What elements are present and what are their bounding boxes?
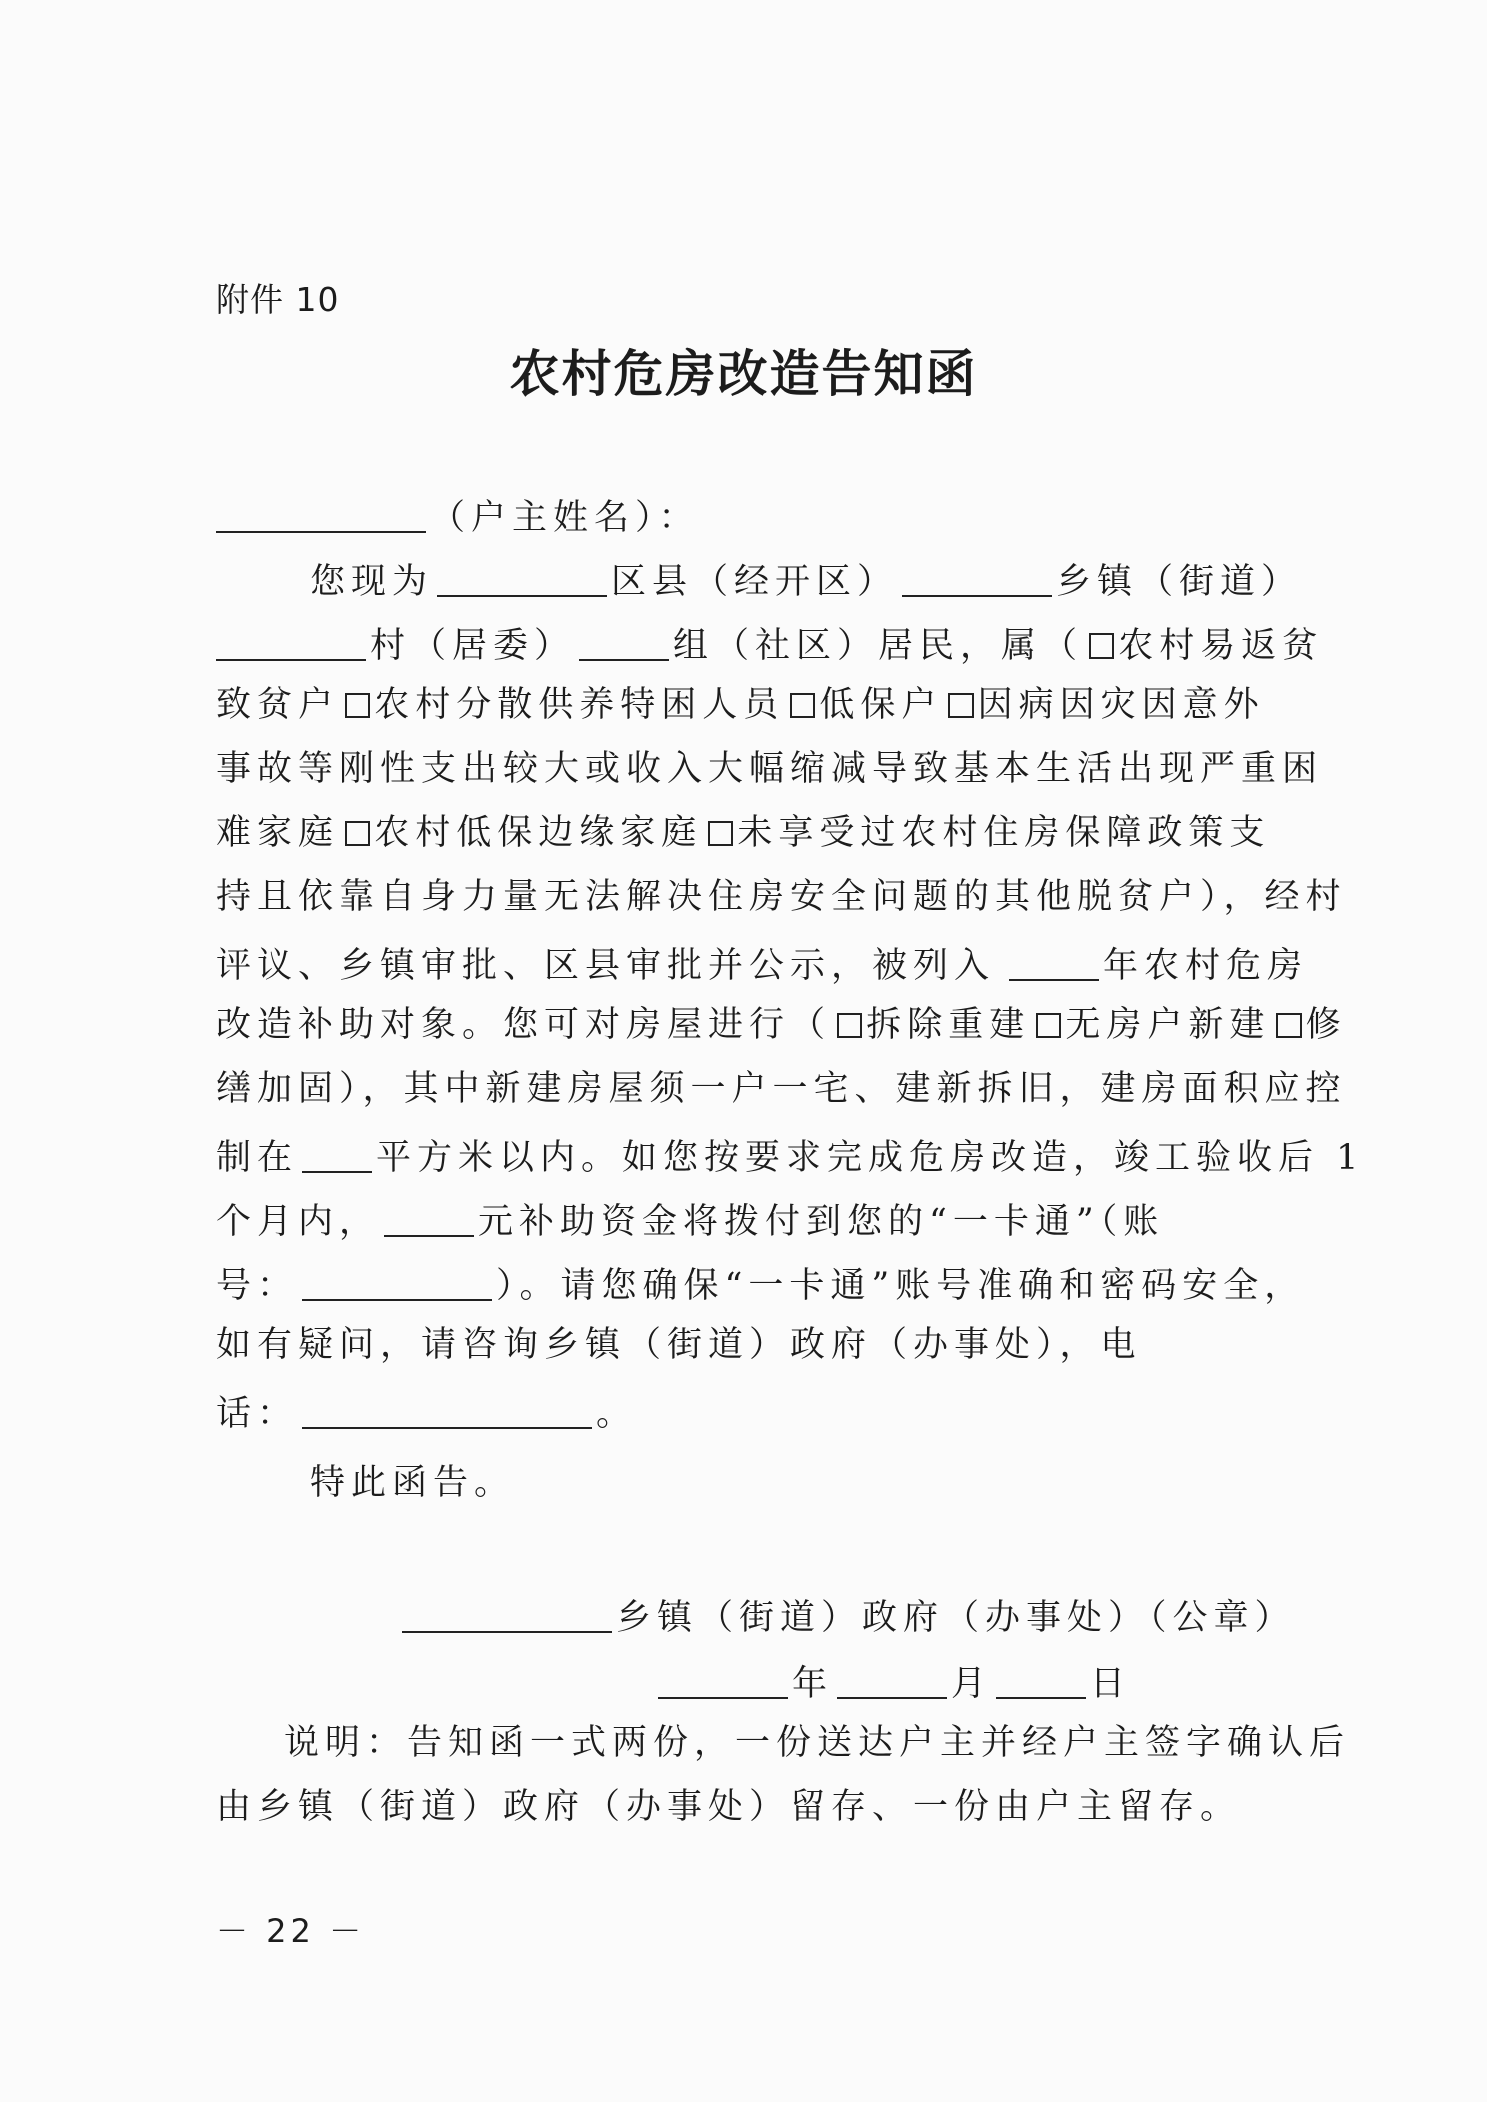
day-label: 日	[1090, 1663, 1132, 1704]
body-line-10	[216, 1136, 1364, 1176]
householder-name-blank[interactable]	[216, 496, 426, 533]
body-text: 低保户	[819, 685, 943, 725]
note-line-1: 说明：告知函一式两份，一份送达户主并经户主签字确认后	[284, 1723, 1351, 1763]
checkbox-rural-poverty-risk[interactable]	[1089, 633, 1114, 658]
body-text: 致贫户	[216, 685, 340, 725]
body-line-3	[216, 685, 1265, 725]
body-line-6: 持且依靠自身力量无法解决住房安全问题的其他脱贫户），经村	[216, 877, 1347, 917]
body-text: 未享受过农村住房保障政策支	[737, 813, 1271, 853]
body-text: 无房户新建	[1065, 1005, 1271, 1045]
body-text: 。	[596, 1393, 638, 1434]
checkbox-low-income[interactable]	[790, 693, 815, 718]
group-blank[interactable]	[579, 624, 669, 661]
township-blank[interactable]	[902, 560, 1052, 597]
document-title: 农村危房改造告知函	[509, 344, 978, 403]
signature-org-line	[402, 1596, 1296, 1636]
body-line-14	[216, 1392, 637, 1432]
body-line-1	[310, 560, 1302, 600]
body-line-7	[216, 944, 1308, 984]
body-text: 个月内，	[216, 1201, 381, 1242]
checkbox-illness-disaster[interactable]	[948, 693, 973, 718]
body-text: 农村低保边缘家庭	[374, 813, 703, 853]
body-text: 农村分散供养特困人员	[374, 685, 785, 725]
village-blank[interactable]	[216, 624, 366, 661]
body-text: 因病因灾因意外	[977, 685, 1265, 725]
body-line-11	[216, 1200, 1164, 1240]
checkbox-special-hardship[interactable]	[345, 693, 370, 718]
signature-org-text: 乡镇（街道）政府（办事处）（公章）	[616, 1597, 1296, 1638]
year-label: 年	[792, 1663, 834, 1704]
body-text: 改造补助对象。您可对房屋进行（	[216, 1005, 832, 1045]
checkbox-low-income-edge[interactable]	[345, 821, 370, 846]
month-label: 月	[951, 1663, 993, 1704]
page-number: － 22 －	[216, 1912, 366, 1950]
body-text: 组（社区）居民，属（	[673, 625, 1084, 666]
body-text: ）。请您确保“一卡通”账号准确和密码安全，	[496, 1265, 1306, 1306]
checkbox-demolish-rebuild[interactable]	[837, 1013, 862, 1038]
sign-month-blank[interactable]	[837, 1662, 947, 1699]
signature-date-line	[658, 1662, 1131, 1702]
body-line-9: 缮加固），其中新建房屋须一户一宅、建新拆旧，建房面积应控	[216, 1069, 1347, 1109]
body-text: 乡镇（街道）	[1056, 561, 1303, 602]
salutation-text: （户主姓名）：	[430, 497, 700, 538]
body-text: 平方米以内。如您按要求完成危房改造，竣工验收后 1	[376, 1137, 1365, 1178]
checkbox-new-build[interactable]	[1036, 1013, 1061, 1038]
body-text: 您现为	[310, 561, 434, 602]
body-text: 号：	[216, 1265, 299, 1306]
body-line-8	[216, 1005, 1347, 1045]
sign-day-blank[interactable]	[996, 1662, 1086, 1699]
body-text: 评议、乡镇审批、区县审批并公示，被列入	[216, 945, 996, 986]
district-blank[interactable]	[437, 560, 607, 597]
body-line-4: 事故等刚性支出较大或收入大幅缩减导致基本生活出现严重困	[216, 749, 1324, 789]
subsidy-amount-blank[interactable]	[384, 1200, 474, 1237]
closing-text: 特此函告。	[310, 1463, 516, 1503]
body-text: 村（居委）	[370, 625, 576, 666]
area-blank[interactable]	[302, 1136, 372, 1173]
township-name-blank[interactable]	[402, 1596, 612, 1633]
salutation-line	[216, 496, 700, 536]
account-number-blank[interactable]	[302, 1264, 492, 1301]
attachment-label: 附件 10	[216, 280, 340, 319]
body-text: 修	[1305, 1005, 1347, 1045]
note-line-2: 由乡镇（街道）政府（办事处）留存、一份由户主留存。	[216, 1787, 1242, 1827]
body-text: 话：	[216, 1393, 299, 1434]
phone-blank[interactable]	[302, 1392, 592, 1429]
checkbox-no-prior-support[interactable]	[708, 821, 733, 846]
sign-year-blank[interactable]	[658, 1662, 788, 1699]
body-line-5	[216, 813, 1271, 853]
checkbox-repair[interactable]	[1276, 1013, 1301, 1038]
body-text: 年农村危房	[1103, 945, 1309, 986]
year-listed-blank[interactable]	[1009, 944, 1099, 981]
body-text: 元补助资金将拨付到您的“一卡通”（账	[478, 1201, 1165, 1242]
body-text: 难家庭	[216, 813, 340, 853]
body-text: 拆除重建	[866, 1005, 1031, 1045]
body-line-12	[216, 1264, 1305, 1304]
body-text: 制在	[216, 1137, 299, 1178]
body-line-2	[216, 624, 1323, 664]
body-text: 农村易返贫	[1118, 625, 1324, 666]
body-text: 区县（经开区）	[611, 561, 899, 602]
body-line-13: 如有疑问，请咨询乡镇（街道）政府（办事处），电	[216, 1325, 1142, 1365]
